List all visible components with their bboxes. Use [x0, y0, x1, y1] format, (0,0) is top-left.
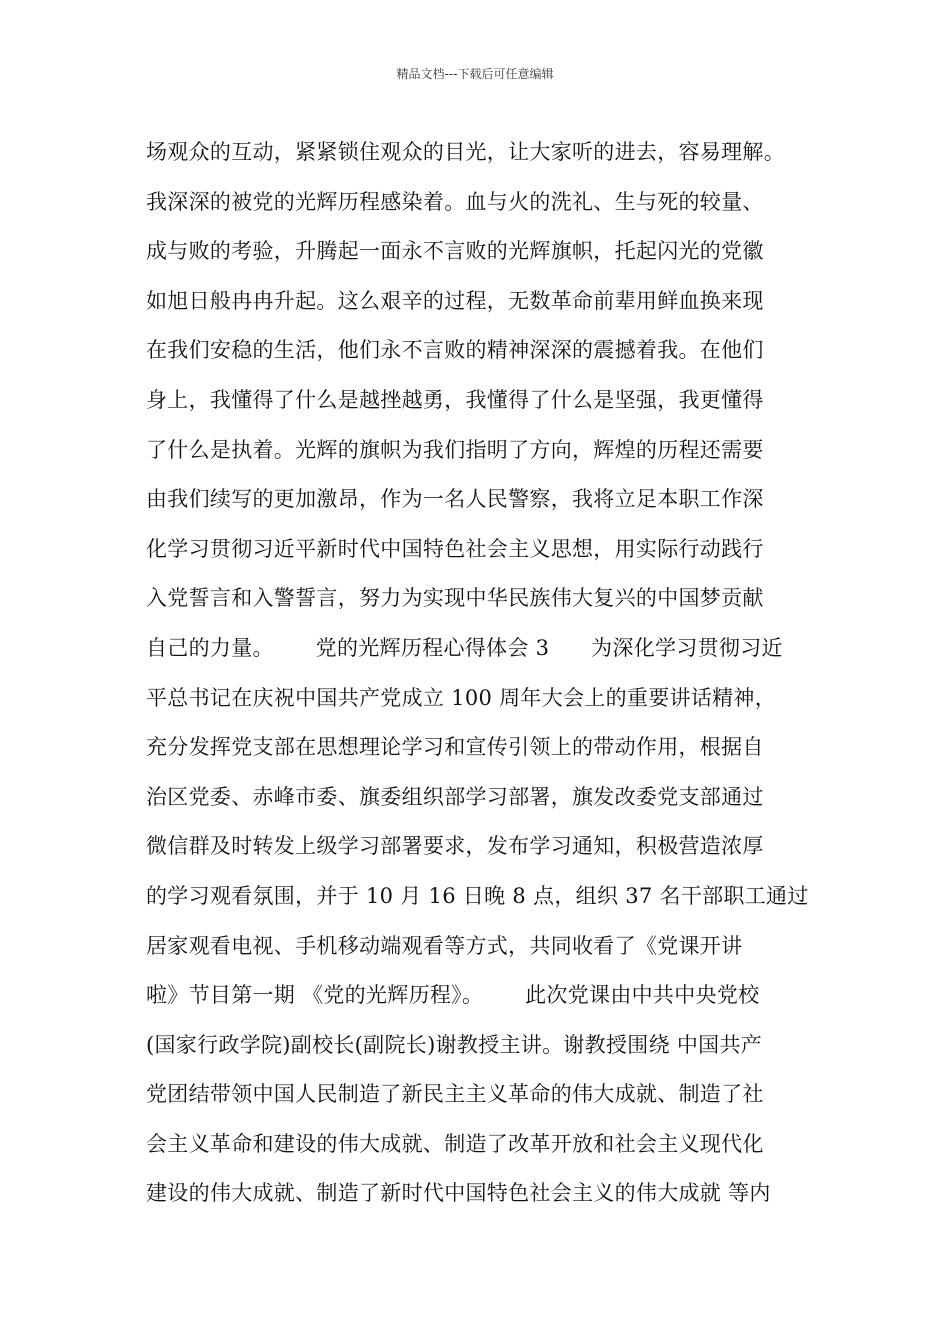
text-line: 入党誓言和入警誓言，努力为实现中华民族伟大复兴的中国梦贡献: [146, 586, 764, 611]
text-line: 在我们安稳的生活，他们永不言败的精神深深的震撼着我。在他们: [146, 338, 764, 363]
text-line: 化学习贯彻习近平新时代中国特色社会主义思想，用实际行动践行: [146, 536, 764, 561]
text-line: 由我们续写的更加激昂，作为一名人民警察，我将立足本职工作深: [146, 487, 764, 512]
text-line: 成与败的考验，升腾起一面永不言败的光辉旗帜，托起闪光的党徽: [146, 239, 764, 264]
text-line: 如旭日般冉冉升起。这么艰辛的过程，无数革命前辈用鲜血换来现: [146, 288, 764, 313]
text-line: 党团结带领中国人民制造了新民主主义革命的伟大成就、制造了社: [146, 1082, 764, 1107]
page-header: 精品文档---下载后可任意编辑: [396, 67, 554, 81]
text-line: 居家观看电视、手机移动端观看等方式，共同收看了《党课开讲: [146, 933, 743, 958]
text-line: 自己的力量。 党的光辉历程心得体会 3 为深化学习贯彻习近: [146, 635, 783, 660]
text-line: 会主义革命和建设的伟大成就、制造了改革开放和社会主义现代化: [146, 1131, 764, 1156]
text-line: 建设的伟大成就、制造了新时代中国特色社会主义的伟大成就 等内: [146, 1181, 771, 1206]
text-line: 了什么是执着。光辉的旗帜为我们指明了方向，辉煌的历程还需要: [146, 437, 764, 462]
text-line: (国家行政学院)副校长(副院长)谢教授主讲。谢教授围绕 中国共产: [146, 1032, 763, 1057]
text-line: 场观众的互动，紧紧锁住观众的目光，让大家听的进去，容易理解。: [146, 140, 785, 164]
text-line: 的学习观看氛围，并于 10 月 16 日晚 8 点，组织 37 名干部职工通过: [146, 883, 809, 908]
text-line: 平总书记在庆祝中国共产党成立 100 周年大会上的重要讲话精神，: [146, 685, 777, 710]
text-line: 我深深的被党的光辉历程感染着。血与火的洗礼、生与死的较量、: [146, 189, 764, 214]
text-line: 身上，我懂得了什么是越挫越勇，我懂得了什么是坚强，我更懂得: [146, 387, 764, 412]
text-line: 治区党委、赤峰市委、旗委组织部学习部署，旗发改委党支部通过: [146, 784, 764, 809]
document-body: [146, 128, 846, 1219]
text-line: 充分发挥党支部在思想理论学习和宣传引领上的带动作用，根据自: [146, 735, 764, 760]
text-line: 微信群及时转发上级学习部署要求，发布学习通知，积极营造浓厚: [146, 834, 764, 859]
text-line: 啦》节目第一期 《党的光辉历程》。 此次党课由中共中央党校: [146, 983, 760, 1008]
